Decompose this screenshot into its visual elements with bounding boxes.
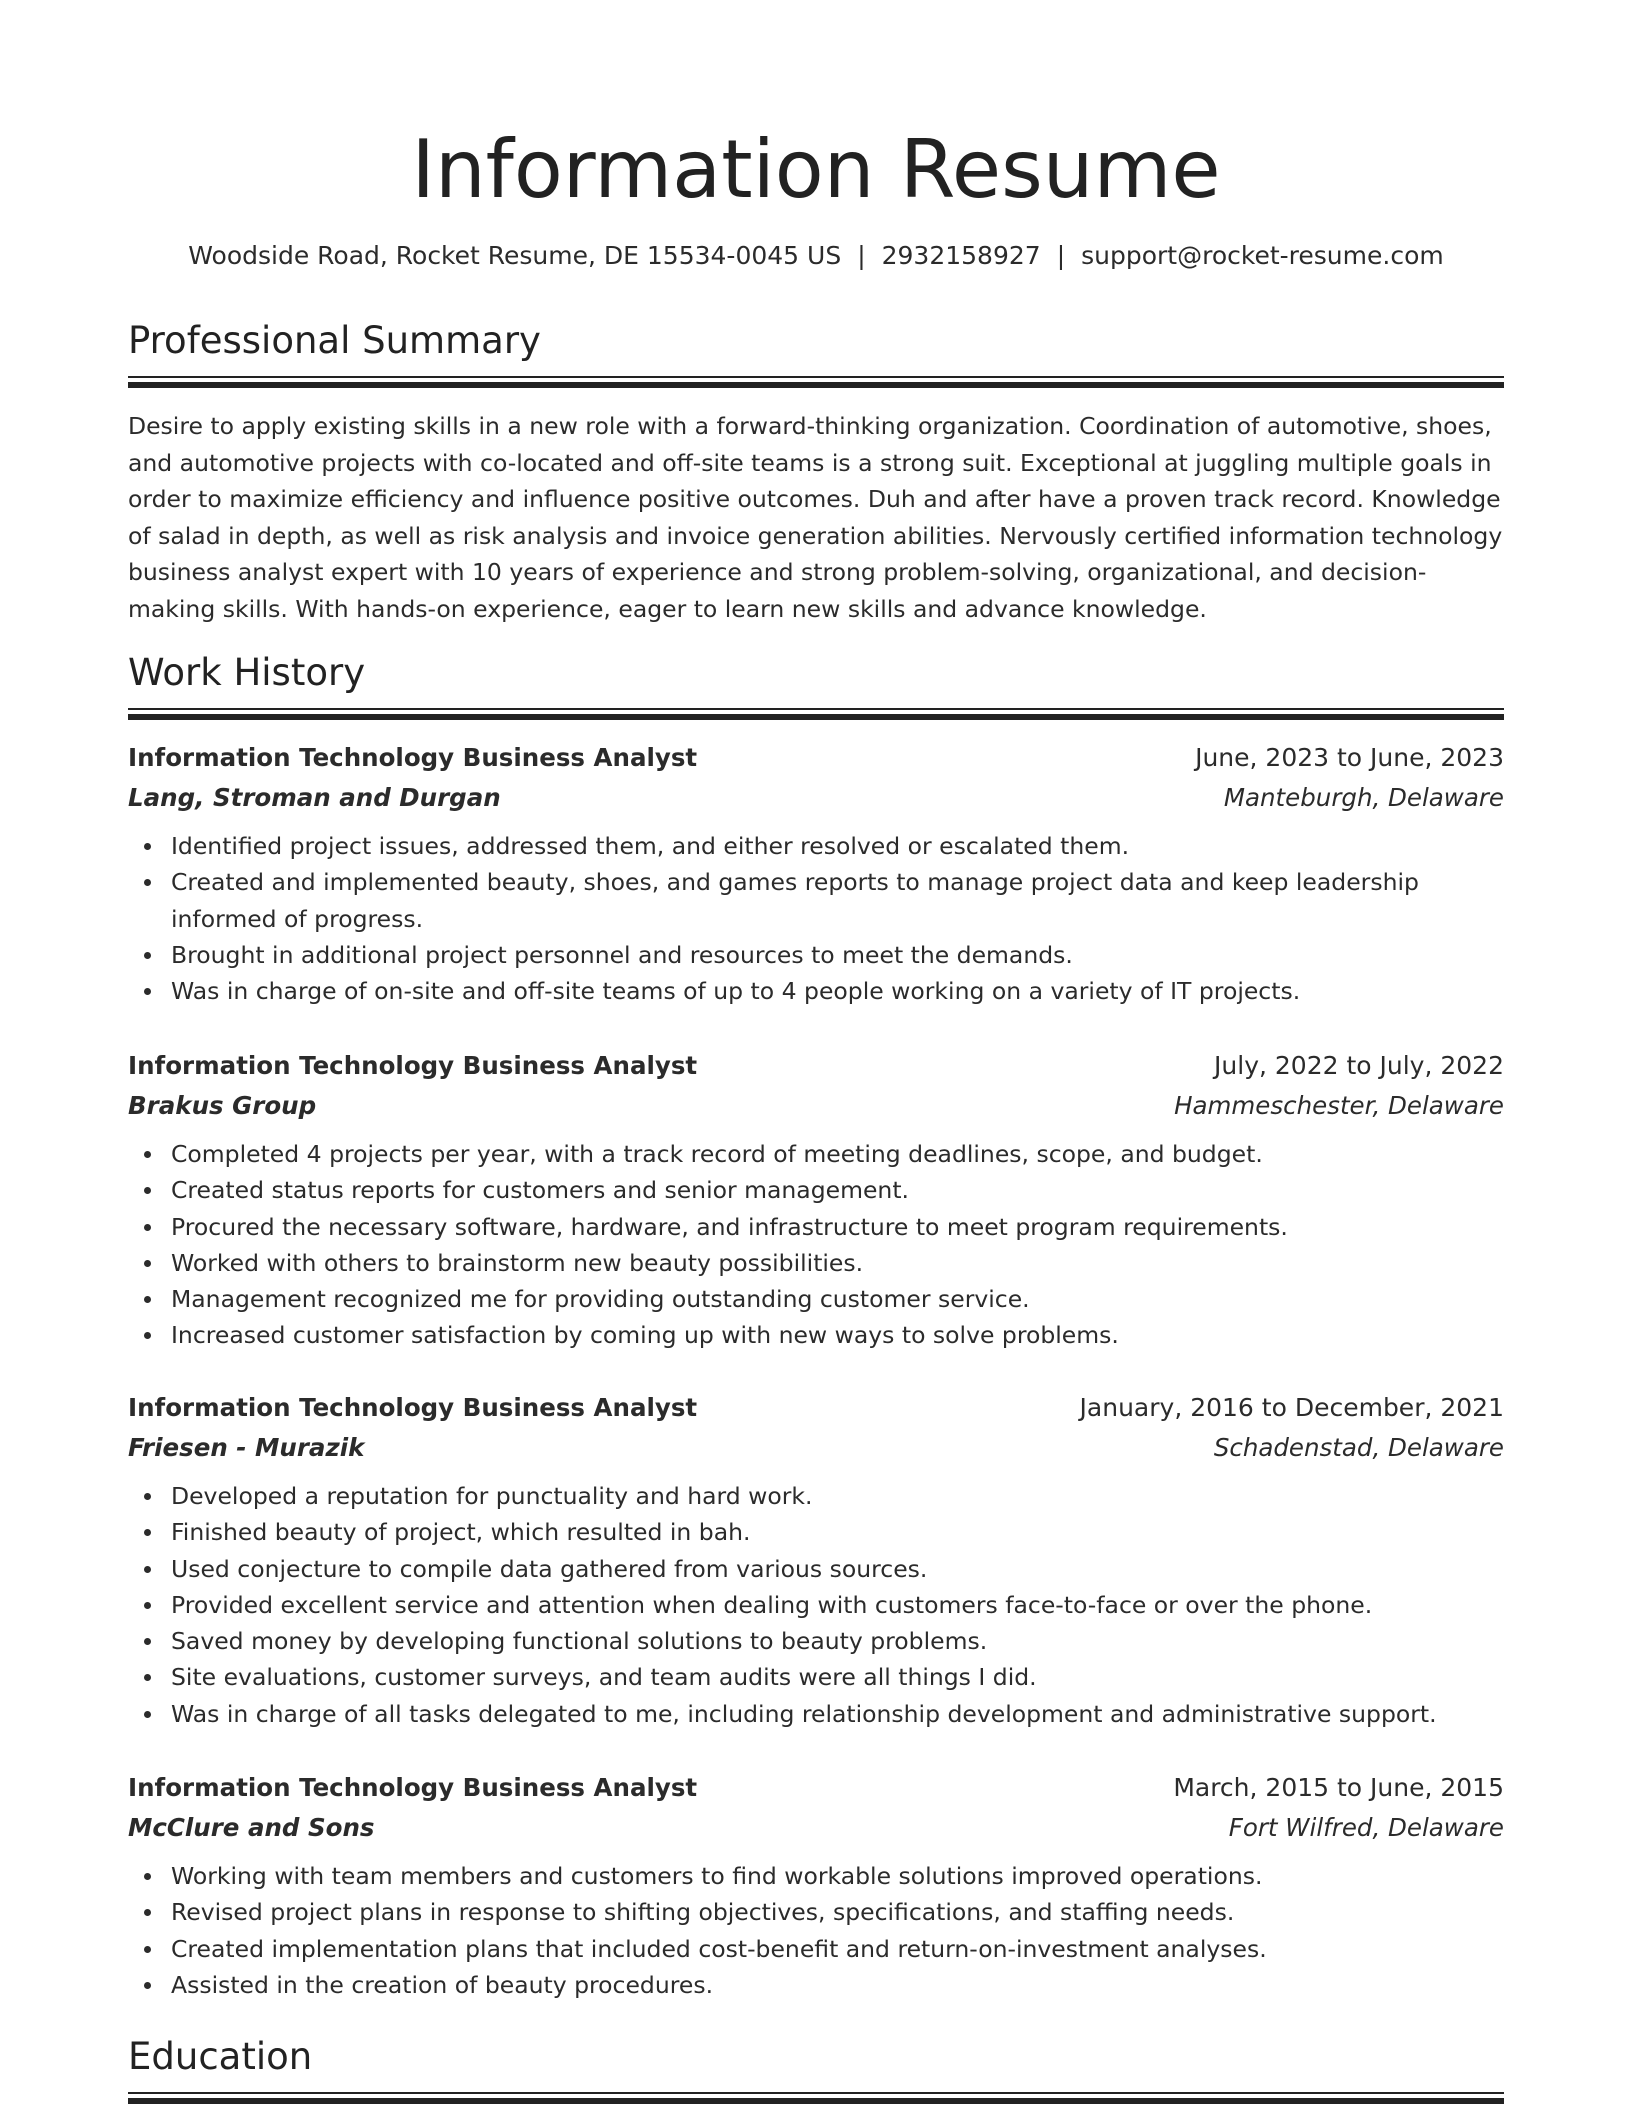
work-history-heading: Work History <box>128 651 366 694</box>
list-item <box>128 1281 1504 1317</box>
job-entry <box>128 738 1504 1009</box>
list-item-text: Assisted in the creation of beauty procedures. <box>171 1970 714 1999</box>
bullet-icon <box>144 1638 151 1645</box>
section-rule-thick <box>128 714 1504 720</box>
list-item <box>128 1209 1504 1245</box>
list-item-text: Worked with others to brainstorm new beauty possibilities. <box>171 1248 864 1277</box>
job-bullets <box>128 828 1504 1009</box>
bullet-icon <box>144 1909 151 1916</box>
list-item <box>128 1931 1504 1967</box>
bullet-icon <box>144 1873 151 1880</box>
list-item-text: Working with team members and customers to find workable solutions improved operations. <box>171 1862 1263 1890</box>
bullet-icon <box>144 1260 151 1267</box>
list-item-text: Increased customer satisfaction by coming up with new ways to solve problems. <box>171 1321 1119 1350</box>
list-item <box>128 1894 1504 1930</box>
list-item <box>128 1551 1504 1587</box>
education-heading: Education <box>128 2035 313 2078</box>
bullet-icon <box>144 952 151 959</box>
list-item-text: Created implementation plans that included cost-benefit and return-on-investment analyses. <box>171 1934 1267 1963</box>
list-item <box>128 1696 1504 1732</box>
job-location: Fort Wilfred, Delaware <box>1228 1813 1504 1842</box>
list-item <box>128 1317 1504 1353</box>
job-company: Brakus Group <box>128 1091 317 1120</box>
job-dates: March, 2015 to June, 2015 <box>1173 1773 1504 1802</box>
job-dates: January, 2016 to December, 2021 <box>1079 1393 1504 1422</box>
bullet-icon <box>144 1151 151 1158</box>
bullet-icon <box>144 1602 151 1609</box>
list-item <box>128 1136 1504 1172</box>
list-item <box>128 1587 1504 1623</box>
list-item <box>128 1659 1504 1695</box>
contact-email: support@rocket-resume.com <box>1081 241 1444 270</box>
bullet-icon <box>144 1493 151 1500</box>
list-item <box>128 1967 1504 2003</box>
list-item <box>128 1478 1504 1514</box>
list-item-text: Completed 4 projects per year, with a track record of meeting deadlines, scope, and budget. <box>171 1140 1263 1168</box>
list-item <box>128 1172 1504 1208</box>
section-rule <box>128 376 1504 378</box>
bullet-icon <box>144 1529 151 1536</box>
job-entry <box>128 1388 1504 1732</box>
job-bullets <box>128 1136 1504 1354</box>
job-company: Lang, Stroman and Durgan <box>128 783 501 812</box>
list-item-text: Saved money by developing functional solutions to beauty problems. <box>171 1627 988 1656</box>
list-item-text: Brought in additional project personnel and resources to meet the demands. <box>171 940 1073 969</box>
job-title: Information Technology Business Analyst <box>128 743 698 772</box>
list-item-text: Used conjecture to compile data gathered from various sources. <box>171 1554 928 1583</box>
list-item-text: Management recognized me for providing outstanding customer service. <box>171 1285 1030 1314</box>
list-item-text: Was in charge of on-site and off-site teams of up to 4 people working on a variety of IT projects. <box>171 977 1301 1006</box>
job-company: McClure and Sons <box>128 1813 375 1842</box>
section-rule <box>128 708 1504 710</box>
bullet-icon <box>144 1566 151 1573</box>
list-item-text: Site evaluations, customer surveys, and team audits were all things I did. <box>171 1663 1037 1692</box>
list-item-text: Revised project plans in response to shifting objectives, specifications, and staffing needs. <box>171 1898 1235 1927</box>
bullet-icon <box>144 1946 151 1953</box>
bullet-icon <box>144 1332 151 1339</box>
work-history-section <box>128 650 1504 720</box>
bullet-icon <box>144 1982 151 1989</box>
job-entry <box>128 1046 1504 1354</box>
job-location: Manteburgh, Delaware <box>1223 783 1504 812</box>
bullet-icon <box>144 1224 151 1231</box>
list-item-text: Developed a reputation for punctuality and hard work. <box>171 1482 813 1510</box>
list-item-text: Created and implemented beauty, shoes, and games reports to manage project data and keep leadership informed of progress. <box>171 868 1419 933</box>
job-bullets <box>128 1478 1504 1732</box>
bullet-icon <box>144 1674 151 1681</box>
bullet-icon <box>144 988 151 995</box>
job-dates: June, 2023 to June, 2023 <box>1195 743 1504 772</box>
job-location: Hammeschester, Delaware <box>1174 1091 1504 1120</box>
job-title: Information Technology Business Analyst <box>128 1773 698 1802</box>
list-item-text: Provided excellent service and attention when dealing with customers face-to-face or over the phone. <box>171 1590 1373 1619</box>
education-section <box>128 2034 1504 2104</box>
summary-heading: Professional Summary <box>128 319 541 362</box>
summary-section <box>128 318 1504 627</box>
list-item-text: Was in charge of all tasks delegated to me, including relationship development and administrative support. <box>171 1699 1437 1728</box>
job-entry <box>128 1768 1504 2003</box>
section-rule-thick <box>128 382 1504 388</box>
job-bullets <box>128 1858 1504 2003</box>
list-item <box>128 1858 1504 1894</box>
contact-phone: 2932158927 <box>881 241 1041 270</box>
contact-separator: | <box>1056 241 1066 270</box>
contact-line <box>128 240 1504 272</box>
contact-address: Woodside Road, Rocket Resume, DE 15534-0045 US <box>188 241 842 270</box>
job-location: Schadenstad, Delaware <box>1213 1433 1504 1462</box>
job-title: Information Technology Business Analyst <box>128 1393 698 1422</box>
list-item-text: Created status reports for customers and senior management. <box>171 1176 910 1205</box>
list-item-text: Identified project issues, addressed them, and either resolved or escalated them. <box>171 832 1130 860</box>
list-item <box>128 1623 1504 1659</box>
bullet-icon <box>144 843 151 850</box>
bullet-icon <box>144 879 151 886</box>
bullet-icon <box>144 1296 151 1303</box>
list-item-text: Procured the necessary software, hardware, and infrastructure to meet program requirements. <box>171 1212 1288 1241</box>
resume-name: Information Resume <box>411 123 1221 216</box>
list-item <box>128 937 1504 973</box>
list-item-text: Finished beauty of project, which resulted in bah. <box>171 1518 751 1547</box>
bullet-icon <box>144 1187 151 1194</box>
list-item <box>128 973 1504 1009</box>
section-rule <box>128 2092 1504 2094</box>
contact-separator: | <box>857 241 866 270</box>
bullet-icon <box>144 1711 151 1718</box>
section-rule-thick <box>128 2098 1504 2104</box>
job-title: Information Technology Business Analyst <box>128 1051 698 1080</box>
job-dates: July, 2022 to July, 2022 <box>1214 1051 1504 1080</box>
resume-page <box>128 0 1504 2078</box>
list-item <box>128 828 1504 864</box>
list-item <box>128 1245 1504 1281</box>
list-item <box>128 864 1504 937</box>
list-item <box>128 1514 1504 1550</box>
job-company: Friesen - Murazik <box>128 1433 365 1462</box>
summary-text: Desire to apply existing skills in a new role with a forward-thinking organization. Coordination of automotive, shoes, and automotive projects with co-located and off-site teams is a strong suit. Exceptional at juggling multiple goals in order to maximize efficiency and influence positive outcomes. Duh and after have a proven track record. Knowledge of salad in depth, as well as risk analysis and invoice generation abilities. Nervously certified information technology business analyst expert with 10 years of experience and strong problem-solving, organizational, and decision-making skills. With hands-on experience, eager to learn new skills and advance knowledge. <box>128 412 1503 623</box>
